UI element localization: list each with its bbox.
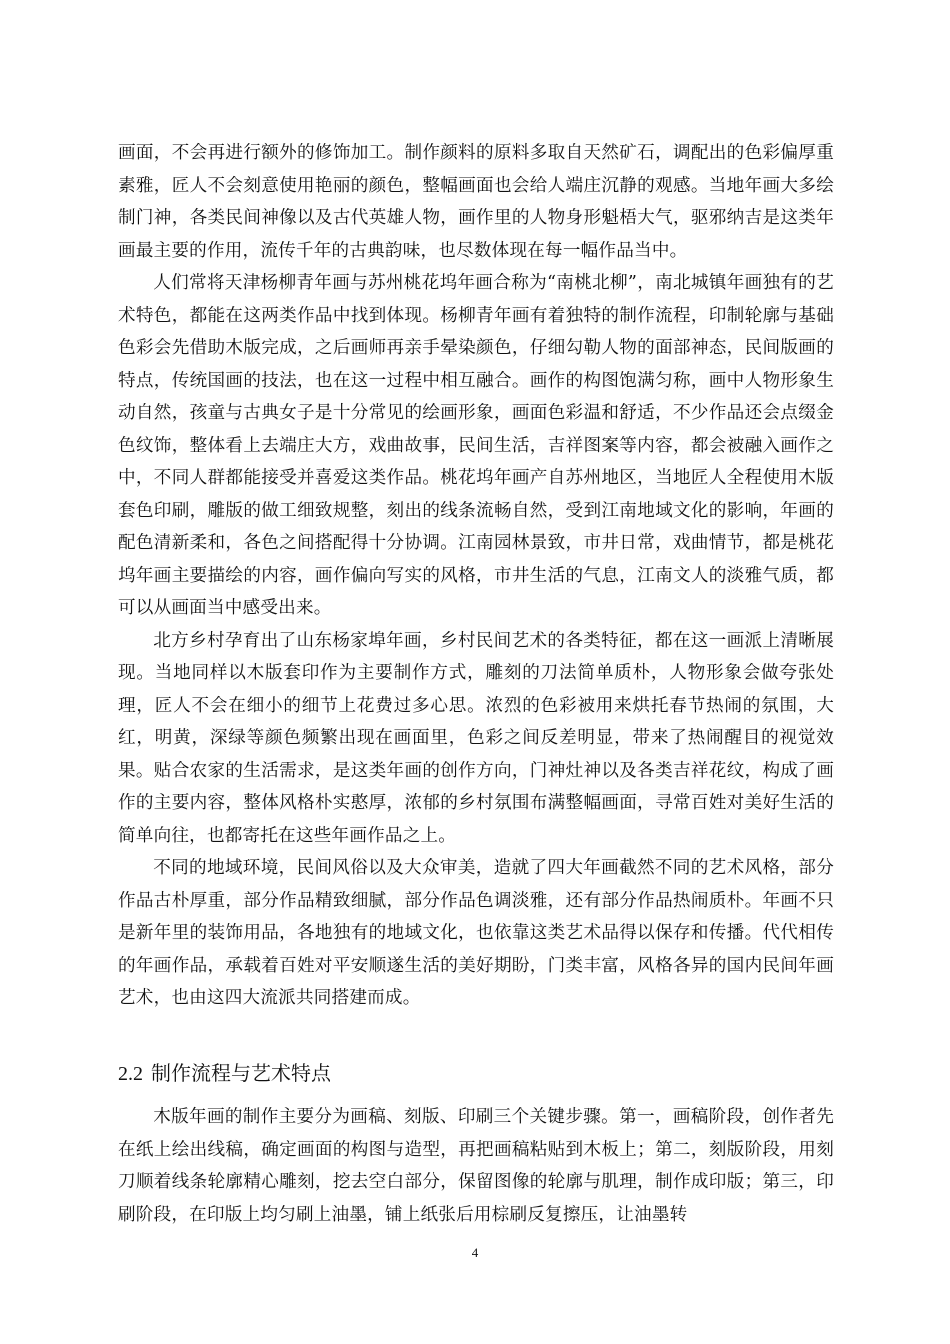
paragraph-regional-styles: 不同的地域环境，民间风俗以及大众审美，造就了四大年画截然不同的艺术风格，部分作品古朴厚重，部分作品精致细腻，部分作品色调淡雅，还有部分作品热闹质朴。年画不只是新年里的装饰用品，各地独有的地域文化，也依靠这类艺术品得以保存和传播。代代相传的年画作品，承载着百姓对平安顺遂生活的美好期盼，门类丰富，风格各异的国内民间年画艺术，也由这四大流派共同搭建而成。 bbox=[118, 858, 834, 1008]
paragraph-yangjiabu: 北方乡村孕育出了山东杨家埠年画，乡村民间艺术的各类特征，都在这一画派上清晰展现。当地同样以木版套印作为主要制作方式，雕刻的刀法简单质朴，人物形象会做夸张处理，匠人不会在细小的细节上花费过多心思。浓烈的色彩被用来烘托春节热闹的氛围，大红，明黄，深绿等颜色频繁出现在画面里，色彩之间反差明显，带来了热闹醒目的视觉效果。贴合农家的生活需求，是这类年画的创作方向，门神灶神以及各类吉祥花纹，构成了画作的主要内容，整体风格朴实憨厚，浓郁的乡村氛围布满整幅画面，寻常百姓对美好生活的简单向往，也都寄托在这些年画作品之上。 bbox=[118, 630, 834, 846]
body-text-bottom bbox=[118, 1101, 834, 1231]
paragraph-production-steps: 木版年画的制作主要分为画稿、刻版、印刷三个关键步骤。第一，画稿阶段，创作者先在纸上绘出线稿，确定画面的构图与造型，再把画稿粘贴到木板上；第二，刻版阶段，用刻刀顺着线条轮廓精心雕刻，挖去空白部分，保留图像的轮廓与肌理，制作成印版；第三，印刷阶段，在印版上均匀刷上油墨，铺上纸张后用棕刷反复擦压，让油墨转 bbox=[118, 1107, 834, 1225]
paragraph-continuation: 画面，不会再进行额外的修饰加工。制作颜料的原料多取自天然矿石，调配出的色彩偏厚重素雅，匠人不会刻意使用艳丽的颜色，整幅画面也会给人端庄沉静的观感。当地年画大多绘制门神，各类民间神像以及古代英雄人物，画作里的人物身形魁梧大气，驱邪纳吉是这类年画最主要的作用，流传千年的古典韵味，也尽数体现在每一幅作品当中。 bbox=[118, 143, 834, 261]
section-number: 2.2 bbox=[118, 1063, 143, 1085]
section-title: 制作流程与艺术特点 bbox=[151, 1061, 331, 1085]
body-text-top bbox=[118, 137, 834, 1015]
section-heading bbox=[118, 1059, 331, 1088]
paragraph-yangliuqing-taohuawu: 人们常将天津杨柳青年画与苏州桃花坞年画合称为“南桃北柳”，南北城镇年画独有的艺术特色，都能在这两类作品中找到体现。杨柳青年画有着独特的制作流程，印制轮廓与基础色彩会先借助木版完成，之后画师再亲手晕染颜色，仔细勾勒人物的面部神态，民间版画的特点，传统国画的技法，也在这一过程中相互融合。画作的构图饱满匀称，画中人物形象生动自然，孩童与古典女子是十分常见的绘画形象，画面色彩温和舒适，不少作品还会点缀金色纹饰，整体看上去端庄大方，戏曲故事，民间生活，吉祥图案等内容，都会被融入画作之中，不同人群都能接受并喜爱这类作品。桃花坞年画产自苏州地区，当地匠人全程使用木版套色印刷，雕版的做工细致规整，刻出的线条流畅自然，受到江南地域文化的影响，年画的配色清新柔和，各色之间搭配得十分协调。江南园林景致，市井日常，戏曲情节，都是桃花坞年画主要描绘的内容，画作偏向写实的风格，市井生活的气息，江南文人的淡雅气质，都可以从画面当中感受出来。 bbox=[118, 273, 834, 618]
page-number: 4 bbox=[471, 1245, 479, 1260]
